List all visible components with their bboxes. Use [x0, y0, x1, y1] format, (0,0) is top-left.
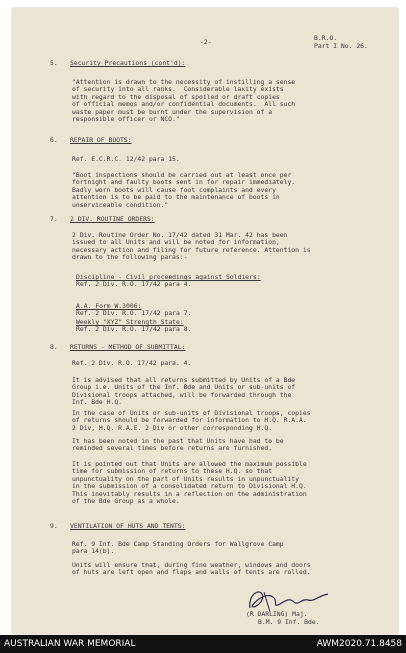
archive-footer [0, 635, 406, 653]
paragraph-line: of the Bde Group as a whole. [72, 497, 180, 505]
document-page [12, 8, 398, 634]
paragraph-line: "Attention is drawn to the necessity of instilling a sense [72, 78, 296, 86]
footer-institution: AUSTRALIAN WAR MEMORIAL [4, 639, 136, 649]
paragraph-line: 2 Div, H.Q. R.A.E. 2 Div or other corresponding H.Q. [72, 423, 273, 432]
paragraph-line: of official memos and/or confidential documents. All such [72, 100, 296, 109]
order-item-title: Weekly "XYZ" Strength State: [76, 318, 184, 326]
paragraph-line: It is advised that all returns submitted by Units of a Bde [72, 376, 296, 384]
section-number: 6. [50, 136, 58, 144]
paragraph-line: Ref. 9 Inf. Bde Camp Standing Orders for Wallgrove Camp [72, 540, 284, 548]
paragraph-line: fortnight and faulty boots sent in for repair immediately. [72, 178, 296, 187]
paragraph-line: unserviceable condition." [72, 200, 169, 209]
signatory-title: B.M. 9 Inf. Bde. [258, 618, 320, 626]
section-heading: VENTILATION OF HUTS AND TENTS: [70, 522, 186, 530]
page-number: -2- [200, 38, 212, 46]
paragraph-line: This inevitably results in a reflection on the administration [72, 489, 307, 498]
paragraph-line: It has been noted in the past that Units have had to be [72, 437, 284, 445]
section-number: 7. [50, 215, 58, 223]
paragraph-line: Units will ensure that, during fine weather, windows and doors [72, 561, 311, 569]
paragraph-line: of huts are left open and flaps and walls of tents are rolled. [72, 568, 311, 577]
section-number: 5. [50, 59, 58, 67]
reference-line: Part I No. 26. [314, 42, 368, 50]
paragraph-line: It is pointed out that Units are allowed the maximum possible [72, 460, 307, 468]
paragraph-line: Group i.e. Units of the Inf. Bde and Units or sub-units of [72, 383, 296, 392]
paragraph-line: para 14(b). [72, 547, 115, 556]
paragraph-line: of returns should be forwarded for information to H.Q. R.A.A. [72, 416, 307, 425]
paragraph-line: attention is to be paid to the maintenance of boots in [72, 193, 280, 202]
section-heading: Security Precautions (cont'd): [70, 59, 186, 67]
order-item-title: A.A. Form W.3006: [76, 302, 142, 310]
paragraph-line: unpunctuality on the part of Units results in unpunctuality [72, 474, 300, 483]
section-number: 8. [50, 343, 58, 351]
paragraph-line: Ref. E.C.R.C. 12/42 para 15. [72, 155, 180, 163]
order-item-reference: Ref. 2 Div. R.O. 17/42 para 4. [76, 280, 192, 289]
paragraph-line: in the submission of a consolidated return to Divisional H.Q. [72, 482, 307, 491]
section-number: 9. [50, 522, 58, 530]
handwritten-signature [244, 586, 334, 616]
section-heading: 2 DIV. ROUTINE ORDERS: [70, 215, 155, 223]
paragraph-line: waste paper must be burnt under the supervision of a [72, 107, 273, 116]
paragraph-line: with regard to the disposal of spoiled or draft copies [72, 92, 280, 101]
paragraph-line: 2 Div. Routine Order No. 17/42 dated 31 Mar. 42 has been [72, 231, 288, 239]
paragraph-line: Ref. 2 Div. R.O. 17/42 para. 4. [72, 359, 192, 367]
paragraph-line: reminded several times before returns are furnished. [72, 444, 273, 453]
footer-accession-number: AWM2020.71.8458 [316, 639, 402, 649]
signatory-name: (R DARLING) Maj. [246, 610, 308, 618]
paragraph-line: Badly worn boots will cause foot complaints and every [72, 185, 276, 194]
paragraph-line: issued to all Units and will be noted for information, [72, 238, 280, 247]
paragraph-line: time for submission of returns to these H.Q. so that [72, 467, 273, 476]
paragraph-line: of security into all ranks. Considerable laxity exists [72, 85, 284, 94]
section-heading: RETURNS - METHOD OF SUBMITTAL: [70, 343, 186, 351]
order-item-reference: Ref. 2 Div. R.O. 17/42 para 8. [76, 325, 192, 334]
paragraph-line: necessary action and filing for future reference. Attention is [72, 245, 311, 254]
order-item-reference: Ref. 2 Div. R.O. 17/42 para 7. [76, 309, 192, 318]
paragraph-line: responsible officer or NCO." [72, 115, 180, 123]
paragraph-line: Divisional troops attached, will be forwarded through the [72, 390, 292, 399]
order-item-title: Discipline - Civil proceedings against Soldiers: [76, 273, 261, 281]
reference-line: B.R.O. [314, 34, 338, 42]
paragraph-line: Inf. Bde H.Q. [72, 398, 123, 407]
section-heading: REPAIR OF BOOTS: [70, 136, 132, 144]
paragraph-line: drawn to the following paras:- [72, 253, 188, 262]
paragraph-line: In the case of Units or sub-units of Divisional troops, copies [72, 409, 311, 417]
paragraph-line: "Boot inspections should be carried out at least once per [72, 171, 292, 179]
